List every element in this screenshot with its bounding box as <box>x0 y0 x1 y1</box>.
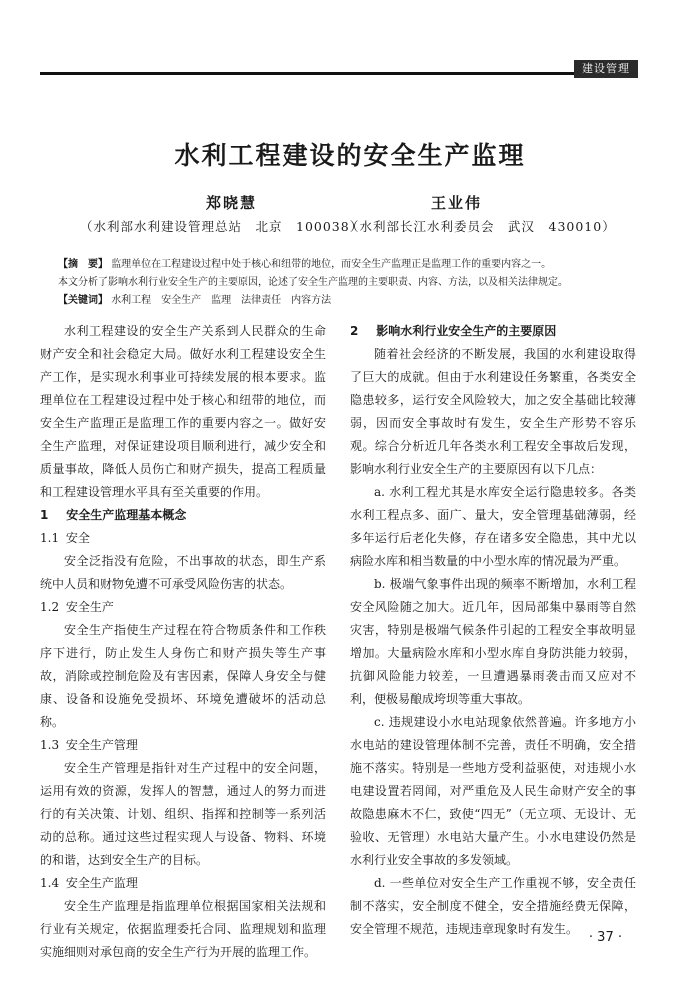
subsection-heading: 1.2 安全生产 <box>40 600 114 614</box>
article-title: 水利工程建设的安全生产监理 <box>174 141 526 170</box>
list-item: d. 一些单位对安全生产工作重视不够，安全责任制不落实，安全制度不健全，安全措施经费无保障，安全管理不规范，违规违章现象时有发生。 <box>350 876 636 936</box>
list-item: b. 极端气象事件出现的频率不断增加，水利工程安全风险随之加大。近几年，因局部集中暴雨等自然灾害，特别是极端气候条件引起的工程安全事故明显增加。大量病险水库和小型水库自身防洪能力较弱，抗御风险能力较差，一旦遭遇暴雨袭击而又应对不利，便极易酿成垮坝等重大事故。 <box>350 577 636 706</box>
keywords-text: 水利工程 安全生产 监理 法律责任 内容方法 <box>111 295 332 306</box>
body-paragraph: 随着社会经济的不断发展，我国的水利建设取得了巨大的成就。但由于水利建设任务繁重，各类安全隐患较多，运行安全风险较大，加之安全基础比较薄弱，因而安全事故时有发生，安全生产形势不容乐观。综合分析近几年各类水利工程安全事故后发现，影响水利行业安全生产的主要原因有以下几点： <box>350 347 636 476</box>
abstract-block <box>58 256 648 310</box>
abstract-text: 监理单位在工程建设过程中处于核心和纽带的地位，而安全生产监理正是监理工作的重要内容之一。 <box>111 259 552 270</box>
page-number: · 37 · <box>588 930 622 945</box>
body-paragraph: 安全生产管理是指针对生产过程中的安全问题，运用有效的资源，发挥人的智慧，通过人的努力而进行的有关决策、计划、组织、指挥和控制等一系列活动的总称。通过这些过程实现人与设备、物料、环境的和谐，达到安全生产的目标。 <box>40 761 326 867</box>
list-item: a. 水利工程尤其是水库安全运行隐患较多。各类水利工程点多、面广、量大，安全管理基础薄弱，经多年运行后老化失修，存在诸多安全隐患，其中尤以病险水库和相当数量的中小型水库的情况最为严重。 <box>350 485 636 568</box>
subsection-heading: 1.4 安全生产监理 <box>40 876 138 890</box>
section-tag: 建设管理 <box>574 60 638 78</box>
intro-paragraph: 水利工程建设的安全生产关系到人民群众的生命财产安全和社会稳定大局。做好水利工程建设安全生产工作，是实现水利事业可持续发展的根本要求。监理单位在工程建设过程中处于核心和纽带的地位，而安全生产监理正是监理工作的重要内容之一。做好安全生产监理，对保证建设项目顺利进行，减少安全和质量事故，降低人员伤亡和财产损失，提高工程质量和工程建设管理水平具有至关重要的作用。 <box>40 324 326 499</box>
author-name: 郑晓慧 <box>206 194 258 212</box>
author-affiliation: （水利部长江水利委员会 武汉 430010） <box>346 219 616 234</box>
left-column <box>40 320 326 964</box>
subsection-heading: 1.3 安全生产管理 <box>40 738 138 752</box>
body-paragraph: 安全生产监理是指监理单位根据国家相关法规和行业有关规定，依据监理委托合同、监理规划和监理实施细则对承包商的安全生产行为开展的监理工作。 <box>40 899 326 959</box>
subsection-heading: 1.1 安全 <box>40 531 90 545</box>
abstract-line <box>58 256 648 274</box>
body-paragraph: 安全泛指没有危险，不出事故的状态，即生产系统中人员和财物免遭不可承受风险伤害的状态。 <box>40 554 326 591</box>
list-item: c. 违规建设小水电站现象依然普遍。许多地方小水电站的建设管理体制不完善，责任不明确，安全措施不落实。特别是一些地方受利益驱使，对违规小水电建设置若罔闻，对严重危及人民生命财产安全的事故隐患麻木不仁，致使“四无”（无立项、无设计、无验收、无管理）水电站大量产生。小水电建设仍然是水利行业安全事故的多发领域。 <box>350 715 636 867</box>
author-name: 王业伟 <box>431 194 483 212</box>
abstract-label: 【摘 要】 <box>58 259 108 270</box>
header-rule <box>40 72 638 75</box>
keywords-line <box>58 292 648 310</box>
author-affiliation: （水利部水利建设管理总站 北京 100038） <box>80 219 364 234</box>
body-paragraph: 安全生产指使生产过程在符合物质条件和工作秩序下进行，防止发生人身伤亡和财产损失等生产事故，消除或控制危险及有害因素，保障人身安全与健康、设备和设施免受损坏、环境免遭破坏的活动总称。 <box>40 623 326 729</box>
right-column <box>350 320 636 941</box>
abstract-text: 本文分析了影响水利行业安全生产的主要原因，论述了安全生产监理的主要职责、内容、方法，以及相关法律规定。 <box>58 277 568 288</box>
keywords-label: 【关键词】 <box>58 295 108 306</box>
section-heading: 1 安全生产监理基本概念 <box>40 508 187 522</box>
section-heading: 2 影响水利行业安全生产的主要原因 <box>350 324 557 338</box>
